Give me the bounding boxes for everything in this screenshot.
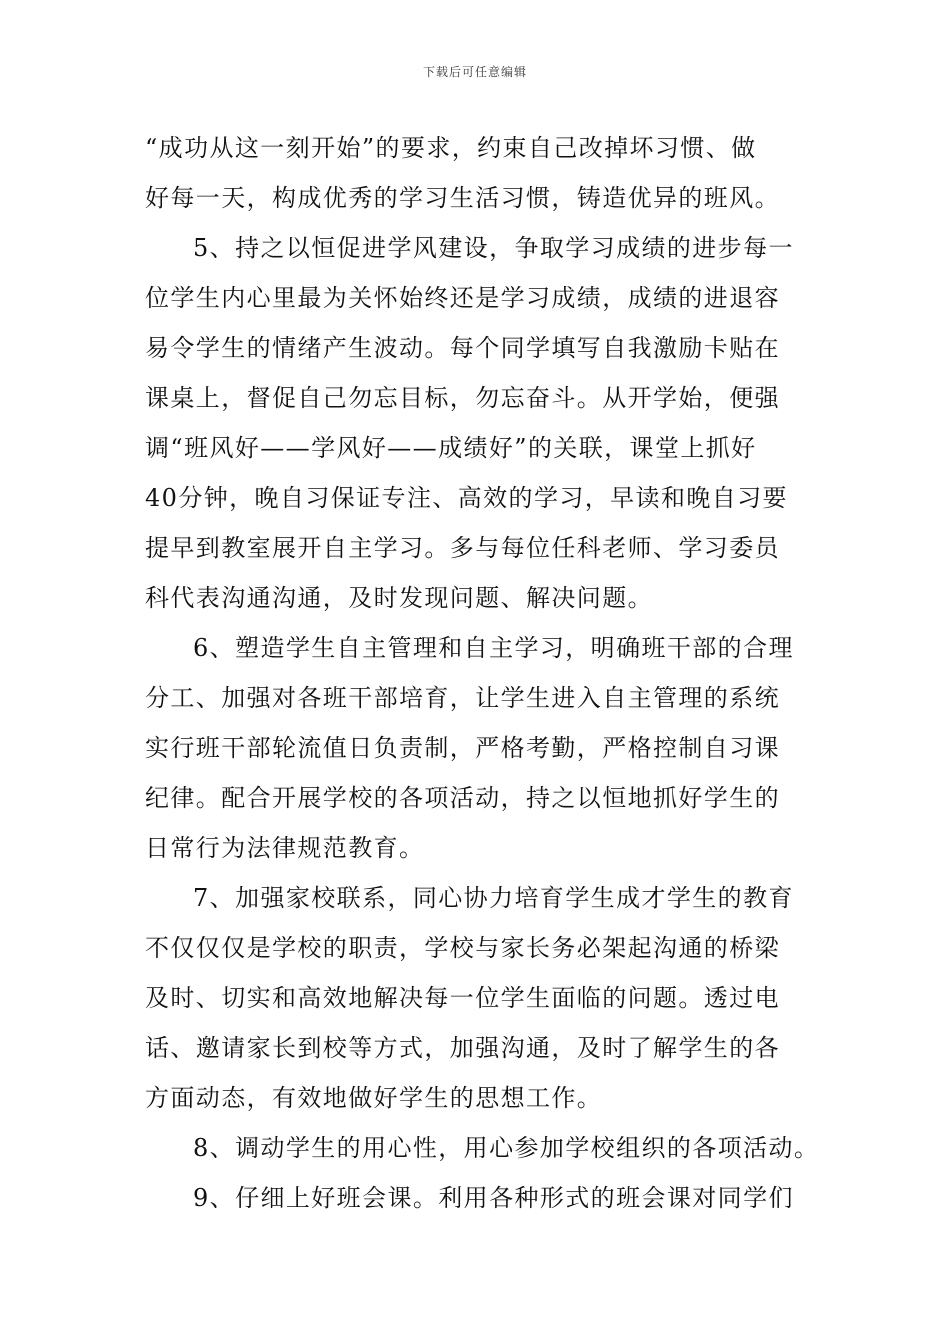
text-line: 科代表沟通沟通，及时发现问题、解决问题。 <box>145 584 653 612</box>
page-header: 下载后可任意编辑 <box>422 65 527 79</box>
text-line: 日常行为法律规范教育。 <box>145 834 425 862</box>
text-line: 及时、切实和高效地解决每一位学生面临的问题。透过电 <box>145 984 780 1012</box>
text-line: 好每一天，构成优秀的学习生活习惯，铸造优异的班风。 <box>145 184 780 212</box>
text-line: 纪律。配合开展学校的各项活动，持之以恒地抓好学生的 <box>145 784 780 812</box>
text-line: 8、调动学生的用心性，用心参加学校组织的各项活动。 <box>193 1134 820 1162</box>
text-line: 方面动态，有效地做好学生的思想工作。 <box>145 1084 603 1112</box>
text-line: 40分钟，晚自习保证专注、高效的学习，早读和晚自习要 <box>145 484 788 512</box>
text-line: 6、塑造学生自主管理和自主学习，明确班干部的合理 <box>193 634 794 662</box>
text-line: 实行班干部轮流值日负责制，严格考勤，严格控制自习课 <box>145 734 780 762</box>
text-line: 调“班风好——学风好——成绩好”的关联，课堂上抓好 <box>145 434 757 462</box>
text-line: 不仅仅仅是学校的职责，学校与家长务必架起沟通的桥梁 <box>145 934 780 962</box>
text-line: 易令学生的情绪产生波动。每个同学填写自我激励卡贴在 <box>145 334 780 362</box>
text-line: 分工、加强对各班干部培育，让学生进入自主管理的系统 <box>145 684 780 712</box>
text-line: 课桌上，督促自己勿忘目标，勿忘奋斗。从开学始，便强 <box>145 384 780 412</box>
text-line: 5、持之以恒促进学风建设，争取学习成绩的进步每一 <box>193 234 794 262</box>
text-line: 7、加强家校联系，同心协力培育学生成才学生的教育 <box>193 884 794 912</box>
text-line: 9、仔细上好班会课。利用各种形式的班会课对同学们 <box>193 1184 794 1212</box>
text-line: “成功从这一刻开始”的要求，约束自己改掉坏习惯、做 <box>145 134 757 162</box>
text-line: 提早到教室展开自主学习。多与每位任科老师、学习委员 <box>145 534 780 562</box>
text-line: 位学生内心里最为关怀始终还是学习成绩，成绩的进退容 <box>145 284 780 312</box>
text-line: 话、邀请家长到校等方式，加强沟通，及时了解学生的各 <box>145 1034 780 1062</box>
